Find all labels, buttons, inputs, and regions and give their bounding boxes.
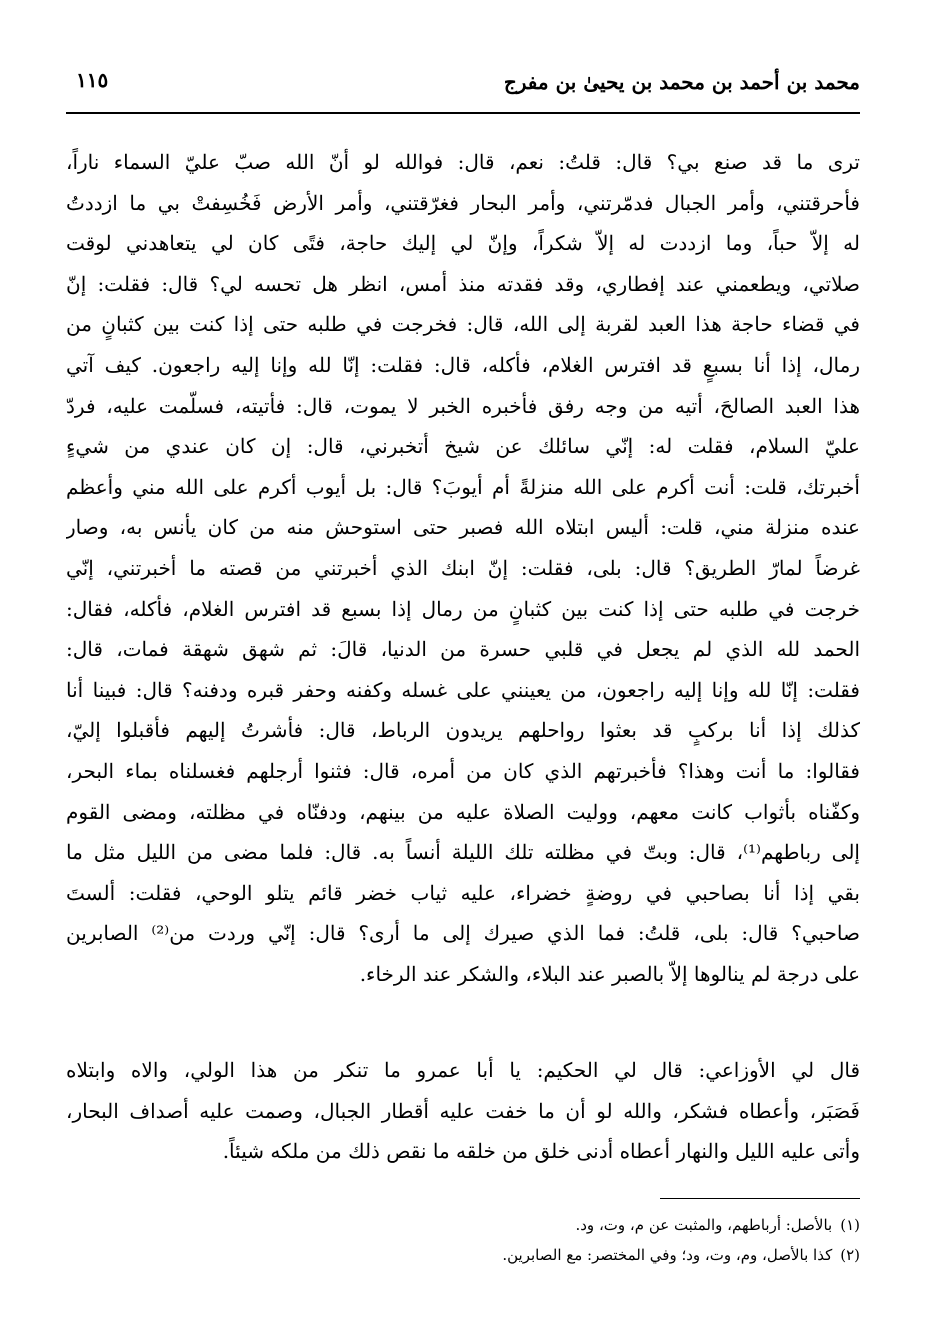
text-line: كذلك إذا أنا بركبٍ قد بعثوا رواحلهم يريدون الرباط، قال: فأشرتُ إليهم فأقبلوا إليّ، [66, 718, 860, 743]
text-line: وكفّناه بأثواب كانت معهم، ووليت الصلاة عليه من بينهم، ودفنّاه في مظلته، ومضى القوم [66, 799, 860, 824]
text-line: قال لي الأوزاعي: قال لي الحكيم: يا أبا عمرو ما تنكر من هذا الولي، والاه وابتلاه [66, 1058, 860, 1082]
text-line: هذا العبد الصالحَ، أتيه من وجه رفق فأخبره الخبر لا يموت، قال: فأتيته، فسلّمت عليه، فردّ [66, 393, 860, 418]
text-line: له إلاّ حباً، وما ازددت له إلاّ شكراً، وإنّ لي إليك حاجة، فتًى كان لي يتعاهدني لوقت [66, 231, 860, 256]
footnotes [66, 1210, 860, 1270]
header-title: محمد بن أحمد بن محمد بن يحيىٰ بن مفرج [503, 70, 860, 94]
text-line: ترى ما قد صنع بي؟ قال: قلتُ: نعم، قال: فوالله لو أنّ الله صبّ عليّ السماء ناراً، [66, 150, 860, 174]
text-line: صاحبي؟ قال: بلى، قلتُ: فما الذي صيرك إلى ما أرى؟ قال: إنّي وردت من⁽²⁾ الصابرين [66, 921, 860, 946]
text-line: في قضاء حاجة هذا العبد لقربة إلى الله، قال: فخرجت في طلبه حتى إذا كنت بين كثبانٍ من [66, 312, 860, 337]
text-line: الحمد لله الذي لم يجعل في قلبي حسرة من الدنيا، قالَ: ثم شهق شهقة فمات، قال: [66, 637, 860, 662]
footnote-text: بالأصل: أرباطهم، والمثبت عن م، وت، ود. [575, 1216, 833, 1234]
text-line: صلاتي، ويطعمني عند إفطاري، وقد فقدته منذ أمس، انظر هل تحسه لي؟ قال: فقلت: إنّ [66, 271, 860, 296]
text-line: فأحرقتني، وأمر الجبال فدمّرتني، وأمر البحار فغرّقتني، وأمر الأرض فَخُسِفتْ بي ما ازددتُ [66, 190, 860, 215]
running-header [66, 62, 860, 114]
text-line: فَصَبَر، وأعطاه فشكر، والله لو أن ما خفت عليه أقطار الجبال، وصمت عليه أصداف البحار، [66, 1098, 860, 1123]
footnote-divider [660, 1198, 860, 1199]
text-line: فقلت: إنّا لله وإنا إليه راجعون، من يعينني على غسله وكفنه وحفر قبره ودفنه؟ قال: فبينا أنا [66, 677, 860, 702]
paragraph-1 [66, 142, 860, 994]
text-line: عنده منزلة مني، قلت: أليس ابتلاه الله فصبر حتى استوحش منه من كان يأنس به، وصار [66, 515, 860, 540]
text-line: عليّ السلام، فقلت له: إنّي سائلك عن شيخ أتخبرني، قال: إن كان عندي من شيءٍ [66, 434, 860, 459]
text-line: وأتى عليه الليل والنهار أعطاه أدنى خلق من خلقه ما نقص ذلك من ملكه شيئاً. [222, 1139, 860, 1164]
text-line: غرضاً لمارّ الطريق؟ قال: بلى، فقلت: إنّ ابنك الذي أخبرتني من قصته ما أخبرتني، إنّي [66, 555, 860, 580]
text-line: أخبرتك، قلت: أنت أكرم على الله منزلةً أم أيوبَ؟ قال: بل أيوب أكرم على الله مني وأعظم [66, 474, 860, 499]
text-line: بقي إذا أنا بصاحبي في روضةٍ خضراء، عليه ثياب خضر قائم يتلو الوحي، فقلت: ألستَ [66, 880, 860, 905]
text-line: خرجت في طلبه حتى إذا كنت بين كثبانٍ من رمال إذا بسبع قد افترس الغلام، فأكله، فقال: [66, 596, 860, 621]
text-line: رمال، إذا أنا بسبعٍ قد افترس الغلام، فأكله، قال: فقلت: إنّا لله وإنا إليه راجعون. كيف آتي [66, 352, 860, 377]
paragraph-2 [66, 1050, 860, 1172]
footnote-1 [66, 1210, 860, 1240]
text-line: إلى رباطهم⁽¹⁾، قال: وبتّ في مظلته تلك الليلة أنساً به. قال: فلما مضى من الليل مثل ما [66, 840, 860, 865]
footnote-2 [66, 1240, 860, 1270]
footnote-number: (٢) [840, 1246, 860, 1264]
text-line: فقالوا: ما أنت وهذا؟ فأخبرتهم الذي كان من أمره، قال: فثنوا أرجلهم فغسلناه بماء البحر، [66, 758, 860, 783]
text-line: على درجة لم ينالوها إلاّ بالصبر عند البلاء، والشكر عند الرخاء. [359, 961, 860, 986]
page-number: ١١٥ [76, 68, 109, 92]
footnote-number: (١) [840, 1216, 860, 1234]
footnote-text: كذا بالأصل، وم، وت، ود؛ وفي المختصر: مع الصابرين. [502, 1246, 833, 1264]
